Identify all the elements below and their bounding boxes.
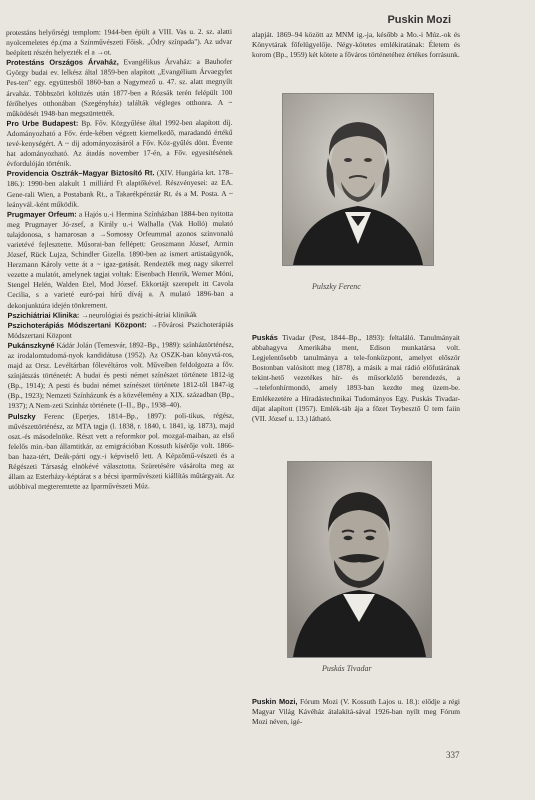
entry [8, 410, 234, 492]
entry-text: Tivadar (Pest, 1844–Bp., 1893): feltaláló. Tanulmányait abbahagyva Amerikába ment, Edison munkatársa volt. Legjelentősebb tanulmánya a tele-fonközpont, amelyet először Bostonban valósított meg (1878), a másik a mai rádió előfutárának tekint-hető vezetékes hír- és műsorközlő berendezés, a →telefonhírmondó, amely 1893-ban kezdte meg üzem-be. Emlékezetére a Híradástechnikai Tudományos Egy. Puskás Tivadar-díjat alapított (1957). Emlék-táb ája a főzet Teybesztő Ü tem faiin (VII. József u. 13.) látható. [252, 333, 460, 423]
entry-head: Prugmayer Orfeum: [6, 209, 77, 219]
left-column [6, 27, 234, 492]
entry-text: Bp. Főv. Közgyűlése által 1992-ben alapított díj. Adományozható a Főv. érde-kében végzett kiemelkedő, maradandó értékű tevé-kenységért. A ~ díj adományozásáról a Főv. Köz-gyűlés dönt. Évente hat adományozható. Az átadás november 17-én, a Főv. egyesítésének évfordulóján történik. [6, 117, 233, 169]
entry-text: →Fővárosi Pszichoterápiás Módszertani Központ [7, 319, 234, 340]
entry-head: Providencia Osztrák–Magyar Biztosító Rt. [6, 168, 155, 179]
entry [6, 27, 232, 58]
entry-head: Pulszky [8, 411, 36, 421]
portrait-image [288, 462, 431, 657]
entry [6, 118, 232, 170]
entry-head: Protestáns Országos Árvaház, [6, 57, 119, 68]
entry [6, 57, 232, 119]
entry-head: Pszichiátriai Klinika: [7, 310, 80, 320]
right-column-top [252, 30, 460, 60]
entry-text: a Hajós u.-i Hermina Színházban 1884-ben nyitotta meg Prugmayer Jó-zsef, a Király u.-i Walhalla (Vak Holló) mulató tulajdonosa, s hamarosan a →Somossy Orfeummal azonos színvonalú varietévé fejlesztette. Műsorai-ban fellépett: Groszmann József, Armin József, Rück Lujza, Schindler Gizella. 1890-ben az ismert artistaügynök, Herzmann Károly vette át a ~ igaz-gatását. Rendezték meg nagy sikerrel vezette a mulatót, amelynek tagjai voltak: Eisenbach Henrik, Werner Móni, Stengel Helén, Walden Etel, Mod József. Ekkortájt szerepelt itt Cavola Cecilia, s a varieté euró-pai hírű díváj a. A mulató 1896-ban a dekonjunktúra idején tönkrement. [7, 208, 234, 310]
entry-text: Evangélikus Árvaház: a Bauhofer György budai ev. lelkész által 1859-ben alapított „Evangélium Árvaegylet Pes-ten" egy. együttesből 1860-ban a Nagymező u. 47. sz. alatt megnyílt árvaház. Többszöri költözés után 1877-ben a Rózsák terén felépült 100 férőhelyes otthonában (Szegényház) találták végleges otthonra. A ~ működését 1948-ban megszüntették. [6, 57, 233, 118]
paragraph: alapját. 1869–94 között az MNM ig.-ja, később a Mo.-i Múz.-ok és Könyvtárak főfelügyelője. Négy-kötetes emlékiratának: Életem és korom (Bp., 1959) két kötete a főváros történetéhez értékes forrásunk. [252, 30, 460, 60]
entry [8, 340, 234, 412]
entry [7, 168, 233, 210]
photo-caption: Pulszky Ferenc [312, 282, 361, 291]
entry-head: Pro Urbe Budapest: [6, 118, 79, 128]
entry [7, 209, 234, 311]
entry-text: (XIV. Hungária krt. 178–186.): 1990-ben alakult 1 milliárd Ft alaptőkével. Részvényesei: az EA. Gene-rali Wien, a Postabank Rt., a Takarékpénztár Rt. és a M. Posta. A ~ leányvál.-ként működik. [6, 168, 233, 209]
entry-text: Kádár Jolán (Temesvár, 1892–Bp., 1989): színháztörténész, az irodalomtudomá-nyok kandidátusa (1952). Az OSZK-ban könyvtá-ros, majd az Orsz. Levéltárban főlevéltáros volt. Műveiben feldolgozta a főv. színjátszás történetét: A budai és pesti német színészet története 1812-ig (Bp., 1914); A pesti és budai német színészet története 1812-től 1847-ig (Bp., 1923); Nemzeti Színházunk és a közvélemény a XIX. században (Bp., 1937); A Nem-zeti Színház története (I–II., Bp., 1938–40). [7, 339, 234, 411]
entry-text: Ferenc (Eperjes, 1814–Bp., 1897): poli-tikus, régész, művészettörténész, az MTA tagja (l. 1838, r. 1840, t. 1841, ig. 1873), majd oszt.-és másodelnöke. Részt vett a reformkor pol. mozgal-maiban, az első felelős min.-ban államtitkár, az emigrációban Kossuth kísérője volt. 1866-ban haza-tért, Deák-párti ogy.-i képviselő lett. A Képzőmű-vészeti és a Régészeti Társaság elnökévé választotta. Szüretésére vásárolta meg az állam az Esterházy-képtárat s a bécsi iparművészeti kiállítás műtárgyait. Az utóbbival megteremtette az Iparművészeti Múz. [8, 410, 235, 492]
entry [8, 320, 234, 341]
entry-head: Puskás [252, 333, 278, 342]
portrait-photo-pulszky [282, 93, 434, 266]
photo-caption: Puskás Tivadar [322, 664, 372, 673]
page-number: 337 [446, 750, 460, 760]
portrait-photo-puskas [287, 461, 432, 658]
entry-text: →neurológiai és pszichi-átriai klinikák [79, 309, 197, 320]
entry-head: Pszichoterápiás Módszertani Központ: [7, 319, 147, 330]
entry-head: Pukánszkyné [7, 340, 55, 350]
entry-text: protestáns helyőrségi templom: 1944-ben épült a VIII. Vas u. 2. sz. alatti nyolcemeletes ép.(ma a Színművészeti Főisk. „Ódry színpada"). Az udvar beépített részén helyezték el a →ot. [6, 26, 233, 58]
entry-text: Fórum Mozi (V. Kossuth Lajos u. 18.): elődje a régi Magyar Világ Kávéház átalakítá-sával 1926-ban nyílt meg Fórum Mozi néven, igé- [252, 697, 460, 727]
running-head: Puskin Mozi [387, 14, 451, 26]
entry-puskas-tivadar [252, 333, 460, 424]
entry-puskin-mozi [252, 697, 460, 727]
entry-head: Puskin Mozi, [252, 697, 298, 706]
portrait-image [283, 94, 433, 265]
